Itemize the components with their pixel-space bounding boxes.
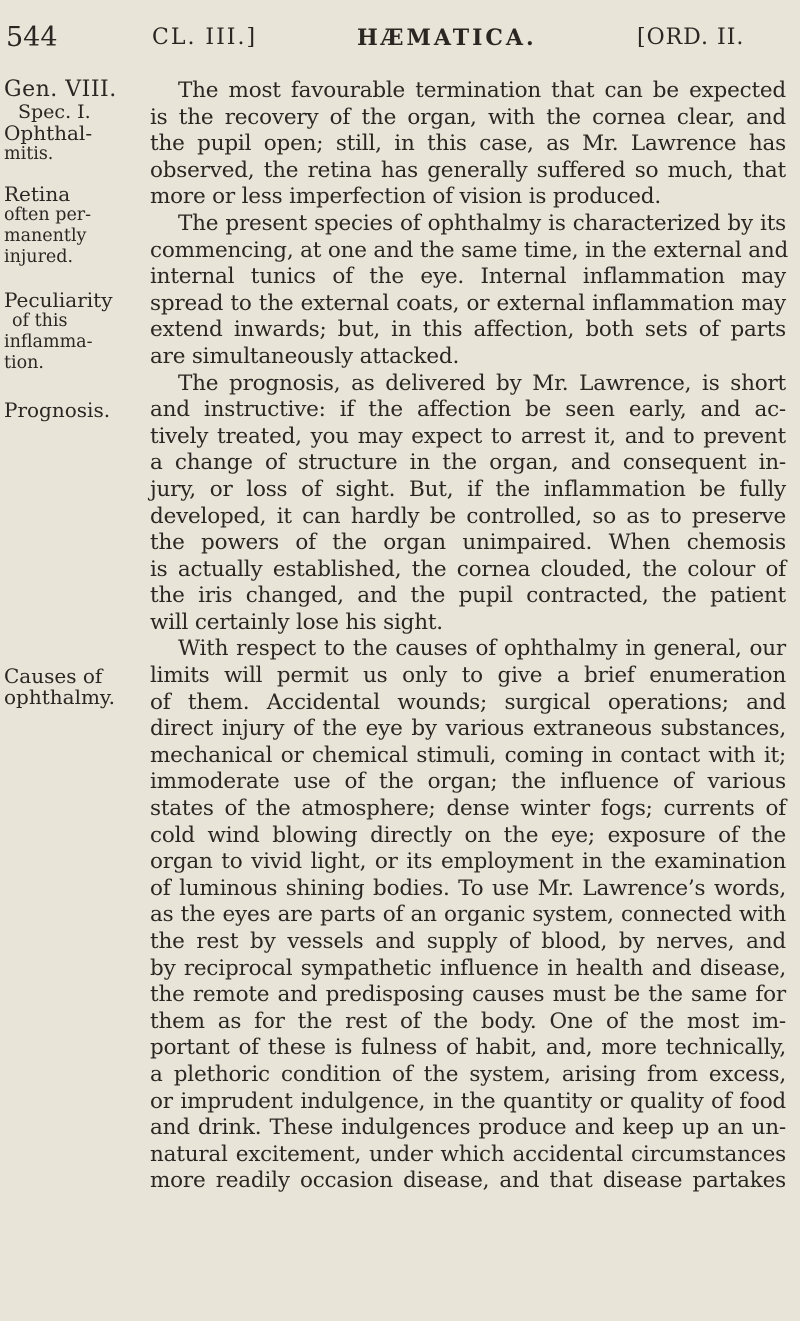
text-line: organ to vivid light, or its employment in the examination [150, 849, 786, 875]
margin-note-line: Spec. I. [18, 101, 91, 123]
running-title: HÆMATICA. [357, 25, 537, 51]
text-line: by reciprocal sympathetic influence in health and disease, [150, 955, 786, 981]
text-line: the iris changed, and the pupil contracted, the patient [150, 583, 786, 609]
text-line: the pupil open; still, in this case, as Mr. Lawrence has [150, 131, 786, 157]
text-line: limits will permit us only to give a brief enumeration [150, 663, 786, 689]
margin-note-line: manently [4, 226, 87, 246]
text-line: developed, it can hardly be controlled, so as to preserve [150, 503, 786, 529]
text-line: more readily occasion disease, and that disease partakes [150, 1168, 786, 1194]
page-number: 544 [6, 22, 58, 53]
text-line: and instructive: if the affection be seen early, and ac- [150, 397, 786, 423]
margin-note-line: tion. [4, 353, 44, 373]
running-header [0, 22, 800, 54]
text-line: and drink. These indulgences produce and keep up an un- [150, 1115, 786, 1141]
margin-note-line: Prognosis. [4, 398, 111, 422]
text-line: more or less imperfection of vision is produced. [150, 184, 662, 210]
text-line: a change of structure in the organ, and consequent in- [150, 450, 786, 476]
margin-note-line: of this [12, 311, 68, 331]
text-line: The most favourable termination that can be expected [178, 78, 786, 103]
text-line: The prognosis, as delivered by Mr. Lawrence, is short [178, 370, 786, 396]
text-line: the remote and predisposing causes must be the same for [150, 982, 786, 1008]
margin-note-peculiarity [4, 290, 113, 374]
margin-note-line: Gen. VIII. [4, 77, 117, 102]
text-line: cold wind blowing directly on the eye; exposure of the [150, 822, 786, 848]
text-line: jury, or loss of sight. But, if the inflammation be fully [150, 476, 786, 502]
text-line: the rest by vessels and supply of blood, by nerves, and [150, 929, 786, 954]
text-line: as the eyes are parts of an organic system, connected with [150, 902, 786, 928]
margin-notes [4, 78, 144, 1308]
text-line: a plethoric condition of the system, arising from excess, [150, 1061, 786, 1087]
margin-note-line: often per- [4, 205, 92, 225]
text-line: natural excitement, under which accidental circumstances [150, 1141, 786, 1167]
text-line: The present species of ophthalmy is characterized by its [178, 210, 786, 236]
text-line: With respect to the causes of ophthalmy in general, our [178, 636, 786, 662]
text-line: spread to the external coats, or external inflammation may [150, 290, 786, 316]
text-line: extend inwards; but, in this affection, both sets of parts [150, 317, 786, 343]
text-line: portant of these is fulness of habit, and, more technically, [150, 1035, 786, 1061]
margin-note-retina [4, 184, 91, 268]
text-line: are simultaneously attacked. [150, 343, 460, 369]
margin-note-line: Peculiarity [4, 288, 113, 312]
margin-note-line: Causes of [4, 664, 103, 688]
text-line: immoderate use of the organ; the influence of various [150, 769, 786, 795]
margin-note-genus [4, 78, 117, 165]
margin-note-line: mitis. [4, 144, 54, 164]
margin-note-causes [4, 666, 115, 708]
text-line: the powers of the organ unimpaired. When chemosis [150, 530, 786, 556]
body-text [150, 78, 789, 1195]
text-line: observed, the retina has generally suffered so much, that [150, 157, 786, 183]
text-line: internal tunics of the eye. Internal inflammation may [150, 264, 786, 290]
text-line: of luminous shining bodies. To use Mr. Lawrence’s words, [150, 875, 786, 901]
text-line: states of the atmosphere; dense winter fogs; currents of [150, 796, 786, 822]
text-line: them as for the rest of the body. One of the most im- [150, 1008, 786, 1034]
text-line: direct injury of the eye by various extraneous substances, [150, 716, 786, 742]
margin-note-line: injured. [4, 247, 74, 267]
class-reference: CL. III.] [152, 25, 258, 50]
margin-note-line: Retina [4, 182, 71, 206]
text-line: is the recovery of the organ, with the cornea clear, and [150, 104, 786, 130]
margin-note-line: inflamma- [4, 332, 93, 352]
margin-note-line: Ophthal- [4, 121, 93, 145]
margin-note-line: ophthalmy. [4, 685, 115, 709]
text-line: of them. Accidental wounds; surgical operations; and [150, 689, 786, 715]
text-line: commencing, at one and the same time, in the external and [150, 237, 789, 263]
text-line: will certainly lose his sight. [150, 609, 443, 635]
order-reference: [ORD. II. [637, 25, 745, 50]
margin-note-prognosis [4, 400, 110, 421]
text-line: mechanical or chemical stimuli, coming in contact with it; [150, 742, 786, 768]
text-line: is actually established, the cornea clouded, the colour of [150, 556, 786, 582]
text-line: or imprudent indulgence, in the quantity or quality of food [150, 1088, 786, 1114]
text-line: tively treated, you may expect to arrest it, and to prevent [150, 423, 786, 449]
